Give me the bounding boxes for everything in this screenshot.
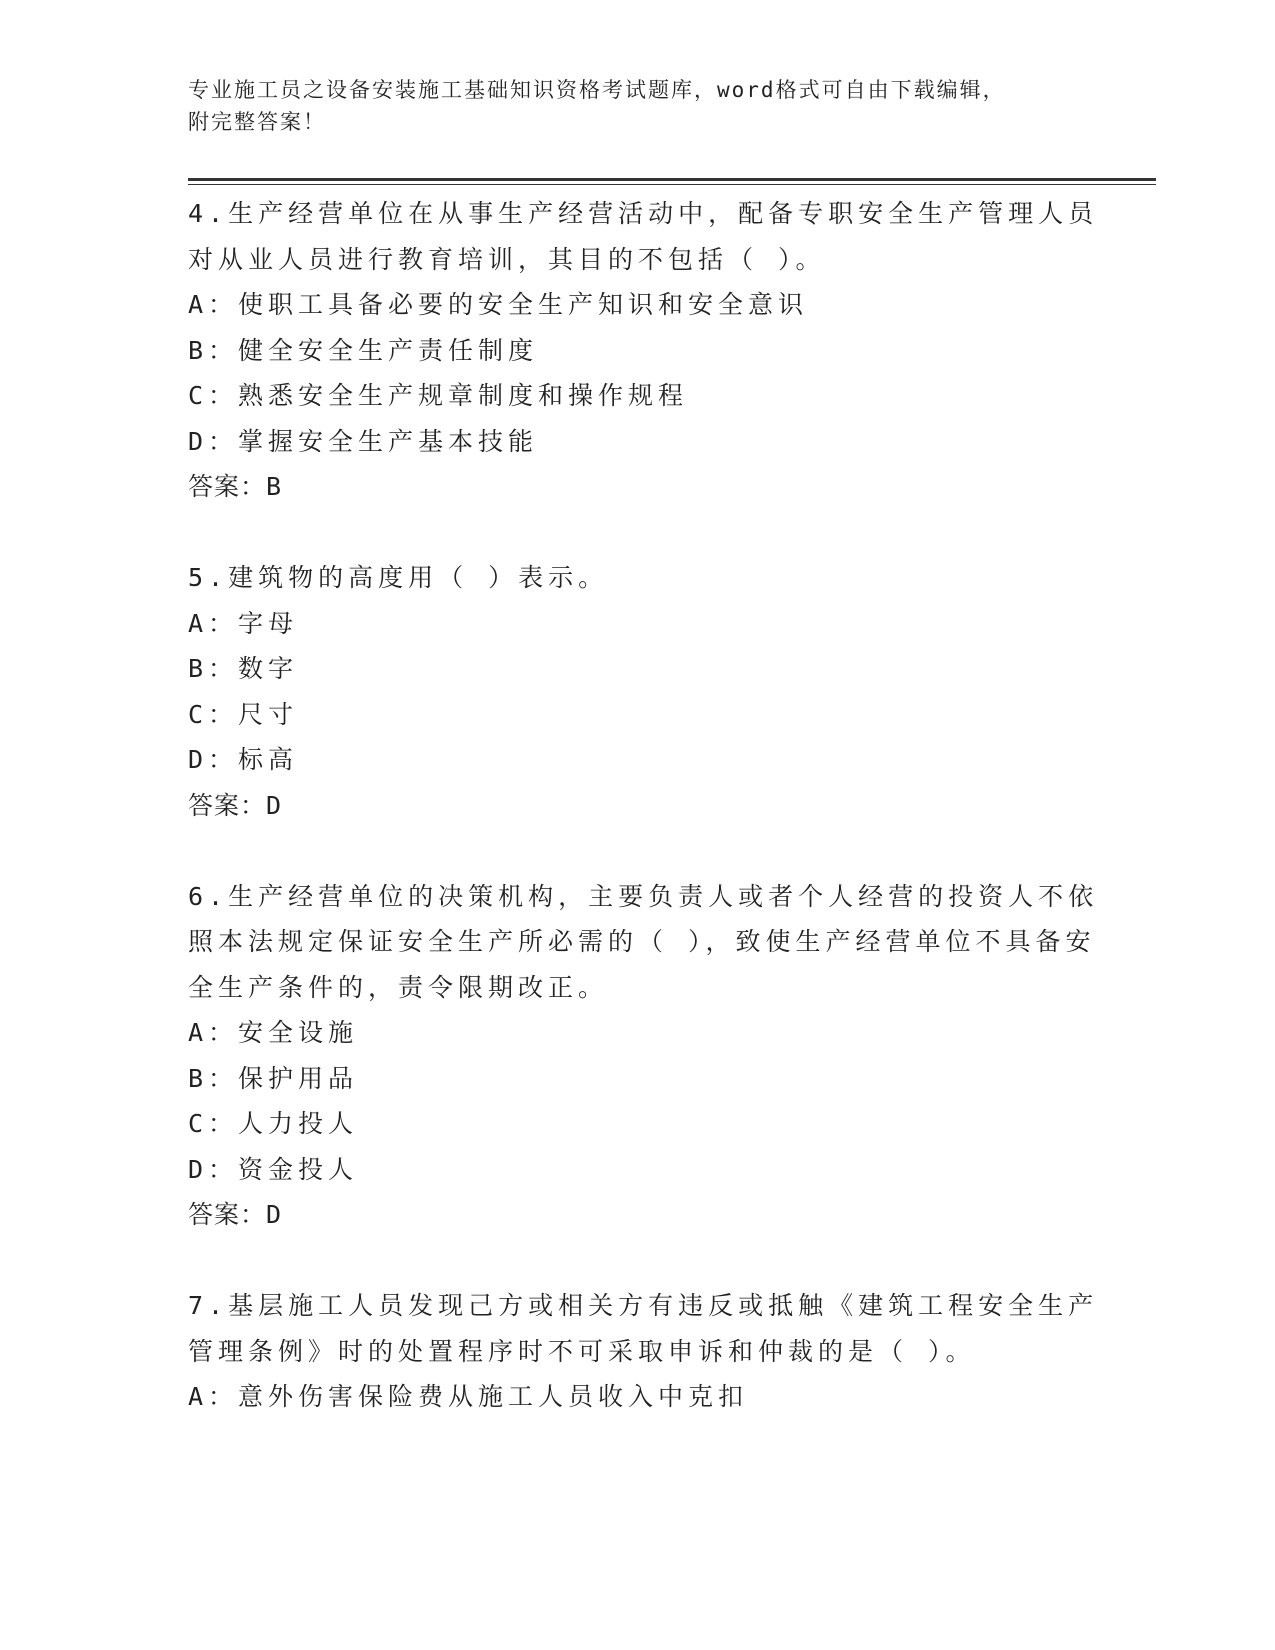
header-line-1: 专业施工员之设备安装施工基础知识资格考试题库，word格式可自由下载编辑， bbox=[188, 78, 1006, 102]
option-c: C：熟悉安全生产规章制度和操作规程 bbox=[188, 381, 689, 410]
answer-line bbox=[188, 464, 1108, 510]
header-divider-thin bbox=[188, 184, 1156, 185]
option-c: C：人力投人 bbox=[188, 1109, 359, 1138]
question-stem-line: 管理条例》时的处置程序时不可采取申诉和仲裁的是（ ）。 bbox=[188, 1336, 976, 1366]
question-stem-line: 4.生产经营单位在从事生产经营活动中，配备专职安全生产管理人员 bbox=[188, 199, 1099, 228]
document-header bbox=[188, 74, 1088, 138]
question-stem-line: 照本法规定保证安全生产所必需的（ ），致使生产经营单位不具备安 bbox=[188, 927, 1096, 956]
header-line-2: 附完整答案！ bbox=[188, 110, 326, 134]
question-block bbox=[188, 191, 1108, 555]
question-stem-line: 全生产条件的，责令限期改正。 bbox=[188, 972, 609, 1002]
option-b: B：健全安全生产责任制度 bbox=[188, 335, 539, 365]
answer-line bbox=[188, 1192, 1108, 1238]
question-stem-line: 对从业人员进行教育培训，其目的不包括（ ）。 bbox=[188, 244, 826, 274]
header-divider-thick bbox=[188, 178, 1156, 181]
answer-label: 答案： bbox=[188, 1200, 267, 1229]
option-b: B：数字 bbox=[188, 654, 299, 683]
answer-value: B bbox=[266, 472, 283, 501]
question-stem-line: 5.建筑物的高度用（ ）表示。 bbox=[188, 563, 609, 592]
option-d: D：掌握安全生产基本技能 bbox=[188, 426, 539, 456]
question-stem-line: 7.基层施工人员发现己方或相关方有违反或抵触《建筑工程安全生产 bbox=[188, 1291, 1099, 1320]
option-d: D：标高 bbox=[188, 745, 299, 774]
answer-line bbox=[188, 783, 1108, 829]
option-a: A：使职工具备必要的安全生产知识和安全意识 bbox=[188, 290, 809, 319]
question-list bbox=[188, 191, 1108, 1420]
question-block bbox=[188, 874, 1108, 1284]
answer-value: D bbox=[266, 1200, 283, 1229]
option-a: A：安全设施 bbox=[188, 1018, 359, 1047]
option-a: A：意外伤害保险费从施工人员收入中克扣 bbox=[188, 1382, 749, 1411]
answer-label: 答案： bbox=[188, 472, 267, 501]
question-stem-line: 6.生产经营单位的决策机构，主要负责人或者个人经营的投资人不依 bbox=[188, 881, 1099, 911]
option-a: A：字母 bbox=[188, 608, 299, 638]
question-spacer bbox=[188, 510, 1108, 556]
answer-value: D bbox=[266, 790, 283, 820]
question-spacer bbox=[188, 828, 1108, 874]
question-spacer bbox=[188, 1238, 1108, 1284]
question-block bbox=[188, 1283, 1108, 1420]
answer-label: 答案： bbox=[188, 790, 267, 820]
question-block bbox=[188, 555, 1108, 874]
option-c: C：尺寸 bbox=[188, 699, 299, 729]
option-b: B：保护用品 bbox=[188, 1063, 359, 1093]
option-d: D：资金投人 bbox=[188, 1154, 359, 1184]
